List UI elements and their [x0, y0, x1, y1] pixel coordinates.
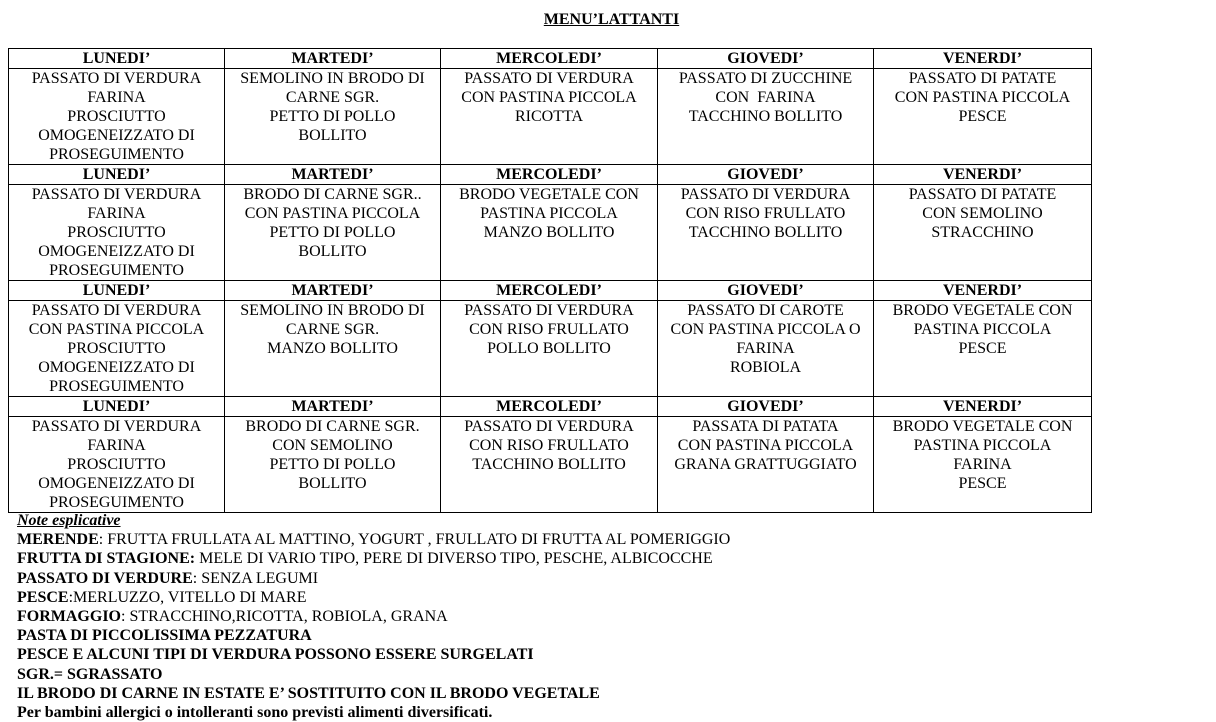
- meal-line: BRODO VEGETALE CON: [892, 418, 1073, 435]
- page-title: MENU’LATTANTI: [543, 11, 680, 28]
- note-line: [17, 607, 1207, 626]
- meal-cell: [225, 301, 441, 397]
- meal-line: RICOTTA: [514, 108, 584, 125]
- meal-cell: [658, 417, 874, 513]
- meal-line: PETTO DI POLLO: [269, 224, 396, 241]
- meal-line: BRODO VEGETALE CON: [459, 186, 639, 203]
- note-text: : FRUTTA FRULLATA AL MATTINO, YOGURT , FRULLATO DI FRUTTA AL POMERIGGIO: [98, 531, 731, 549]
- meal-line: CON PASTINA PICCOLA: [894, 89, 1071, 106]
- meal-line: PASSATO DI VERDURA: [31, 186, 202, 203]
- meal-cell: [441, 301, 658, 397]
- meal-line: PETTO DI POLLO: [269, 456, 396, 473]
- day-header: LUNEDI’: [9, 49, 225, 69]
- meal-cell: [874, 185, 1092, 281]
- meal-line: FARINA: [87, 437, 146, 454]
- meal-line: OMOGENEIZZATO DI: [38, 127, 195, 144]
- menu-table: [8, 48, 1092, 513]
- meal-cell: [874, 301, 1092, 397]
- day-header-row: [9, 281, 1092, 301]
- meal-line: PASSATO DI VERDURA: [464, 302, 634, 319]
- meal-row: [9, 417, 1092, 513]
- meal-line: FARINA: [87, 205, 146, 222]
- note-label: PASTA DI PICCOLISSIMA PEZZATURA: [17, 627, 312, 645]
- meal-line: OMOGENEIZZATO DI: [38, 243, 195, 260]
- note-label: FORMAGGIO: [17, 608, 121, 626]
- meal-cell: [9, 417, 225, 513]
- day-header: GIOVEDI’: [658, 165, 874, 185]
- meal-line: SEMOLINO IN BRODO DI: [240, 70, 425, 87]
- note-line: [17, 549, 1207, 568]
- meal-line: PROSCIUTTO: [67, 224, 166, 241]
- meal-cell: [225, 69, 441, 165]
- day-header: VENERDI’: [874, 397, 1092, 417]
- meal-cell: [9, 301, 225, 397]
- meal-line: PROSEGUIMENTO: [49, 494, 184, 511]
- meal-line: BOLLITO: [298, 243, 367, 260]
- note-label: PASSATO DI VERDURE: [17, 569, 193, 587]
- meal-line: PASSATO DI VERDURA: [31, 70, 202, 87]
- day-header: MERCOLEDI’: [441, 281, 658, 301]
- note-line: [17, 569, 1207, 588]
- meal-line: CON RISO FRULLATO: [469, 321, 629, 338]
- meal-line: ROBIOLA: [729, 359, 802, 376]
- explanatory-notes: [17, 511, 1207, 722]
- meal-line: PASSATO DI PATATE: [908, 186, 1057, 203]
- meal-line: PASTINA PICCOLA: [913, 321, 1052, 338]
- meal-line: PROSEGUIMENTO: [49, 378, 184, 395]
- meal-line: FARINA: [736, 340, 795, 357]
- meal-line: BOLLITO: [298, 475, 367, 492]
- note-line: [17, 684, 1207, 703]
- meal-line: FARINA: [87, 89, 146, 106]
- note-label: IL BRODO DI CARNE IN ESTATE E’ SOSTITUITO CON IL BRODO VEGETALE: [17, 684, 600, 702]
- meal-cell: [225, 185, 441, 281]
- meal-row: [9, 301, 1092, 397]
- note-text: : STRACCHINO,RICOTTA, ROBIOLA, GRANA: [121, 608, 448, 626]
- meal-cell: [441, 185, 658, 281]
- meal-line: GRANA GRATTUGGIATO: [674, 456, 857, 473]
- day-header: MARTEDI’: [225, 397, 441, 417]
- meal-line: PASSATO DI VERDURA: [464, 70, 634, 87]
- day-header-row: [9, 165, 1092, 185]
- meal-line: PESCE: [958, 475, 1007, 492]
- meal-line: CON PASTINA PICCOLA O: [670, 321, 861, 338]
- note-line: [17, 645, 1207, 664]
- meal-line: PASSATO DI VERDURA: [31, 418, 202, 435]
- meal-line: TACCHINO BOLLITO: [472, 456, 626, 473]
- meal-line: BOLLITO: [298, 127, 367, 144]
- meal-row: [9, 185, 1092, 281]
- meal-line: CON PASTINA PICCOLA: [244, 205, 421, 222]
- meal-cell: [441, 69, 658, 165]
- meal-cell: [225, 417, 441, 513]
- meal-line: BRODO DI CARNE SGR..: [243, 186, 422, 203]
- day-header: LUNEDI’: [9, 281, 225, 301]
- day-header: LUNEDI’: [9, 165, 225, 185]
- meal-line: PESCE: [958, 340, 1007, 357]
- day-header: GIOVEDI’: [658, 49, 874, 69]
- meal-line: CON PASTINA PICCOLA: [28, 321, 205, 338]
- day-header: MARTEDI’: [225, 281, 441, 301]
- meal-line: TACCHINO BOLLITO: [688, 224, 843, 241]
- meal-line: PASSATO DI PATATE: [908, 70, 1057, 87]
- meal-line: PASTINA PICCOLA: [480, 205, 618, 222]
- note-label: Per bambini allergici o intolleranti sono previsti alimenti diversificati.: [17, 704, 493, 722]
- meal-line: PASSATO DI CAROTE: [687, 302, 844, 319]
- day-header: MARTEDI’: [225, 49, 441, 69]
- day-header: MERCOLEDI’: [441, 165, 658, 185]
- meal-line: CON PASTINA PICCOLA: [461, 89, 637, 106]
- note-line: [17, 703, 1207, 722]
- meal-line: BRODO VEGETALE CON: [892, 302, 1073, 319]
- meal-line: TACCHINO BOLLITO: [688, 108, 843, 125]
- meal-cell: [658, 185, 874, 281]
- day-header: VENERDI’: [874, 165, 1092, 185]
- note-label: FRUTTA DI STAGIONE:: [17, 550, 196, 568]
- note-line: [17, 626, 1207, 645]
- day-header: VENERDI’: [874, 281, 1092, 301]
- meal-line: PASSATO DI ZUCCHINE: [678, 70, 853, 87]
- meal-line: PASSATA DI PATATA: [692, 418, 839, 435]
- meal-line: CARNE SGR.: [285, 89, 380, 106]
- meal-line: OMOGENEIZZATO DI: [38, 475, 195, 492]
- day-header-row: [9, 397, 1092, 417]
- note-label: PESCE E ALCUNI TIPI DI VERDURA POSSONO ESSERE SURGELATI: [17, 646, 534, 664]
- meal-line: CON RISO FRULLATO: [469, 437, 629, 454]
- meal-line: PROSCIUTTO: [67, 108, 166, 125]
- meal-line: PETTO DI POLLO: [269, 108, 396, 125]
- meal-line: PASTINA PICCOLA: [913, 437, 1052, 454]
- day-header: LUNEDI’: [9, 397, 225, 417]
- note-label: SGR.= SGRASSATO: [17, 665, 163, 683]
- note-label: PESCE: [17, 588, 69, 606]
- meal-line: BRODO DI CARNE SGR.: [245, 418, 420, 435]
- meal-line: PROSCIUTTO: [67, 456, 166, 473]
- note-text: : SENZA LEGUMI: [192, 569, 319, 587]
- meal-cell: [9, 185, 225, 281]
- meal-line: CON RISO FRULLATO: [685, 205, 846, 222]
- notes-heading: Note esplicative: [17, 512, 121, 529]
- meal-line: POLLO BOLLITO: [487, 340, 611, 357]
- meal-line: SEMOLINO IN BRODO DI: [240, 302, 425, 319]
- meal-line: PESCE: [958, 108, 1007, 125]
- note-line: [17, 530, 1207, 549]
- meal-cell: [874, 417, 1092, 513]
- day-header: GIOVEDI’: [658, 281, 874, 301]
- meal-row: [9, 69, 1092, 165]
- note-line: [17, 665, 1207, 684]
- meal-cell: [658, 301, 874, 397]
- note-label: MERENDE: [17, 531, 99, 549]
- meal-line: CARNE SGR.: [285, 321, 380, 338]
- meal-line: MANZO BOLLITO: [483, 224, 615, 241]
- meal-line: MANZO BOLLITO: [267, 340, 398, 357]
- day-header: MERCOLEDI’: [441, 397, 658, 417]
- day-header: MERCOLEDI’: [441, 49, 658, 69]
- day-header: GIOVEDI’: [658, 397, 874, 417]
- note-line: [17, 588, 1207, 607]
- day-header-row: [9, 49, 1092, 69]
- note-text: MELE DI VARIO TIPO, PERE DI DIVERSO TIPO, PESCHE, ALBICOCCHE: [195, 550, 713, 568]
- meal-line: PROSEGUIMENTO: [49, 262, 184, 279]
- meal-line: PASSATO DI VERDURA: [31, 302, 202, 319]
- meal-line: PASSATO DI VERDURA: [680, 186, 851, 203]
- meal-cell: [658, 69, 874, 165]
- meal-line: STRACCHINO: [931, 224, 1034, 241]
- meal-line: PASSATO DI VERDURA: [464, 418, 634, 435]
- note-text: :MERLUZZO, VITELLO DI MARE: [68, 588, 307, 606]
- meal-line: CON SEMOLINO: [922, 205, 1043, 222]
- meal-cell: [9, 69, 225, 165]
- meal-cell: [441, 417, 658, 513]
- meal-line: OMOGENEIZZATO DI: [38, 359, 195, 376]
- meal-cell: [874, 69, 1092, 165]
- meal-line: CON SEMOLINO: [272, 437, 393, 454]
- day-header: VENERDI’: [874, 49, 1092, 69]
- day-header: MARTEDI’: [225, 165, 441, 185]
- meal-line: FARINA: [953, 456, 1012, 473]
- meal-line: CON FARINA: [715, 89, 816, 106]
- meal-line: PROSCIUTTO: [67, 340, 166, 357]
- meal-line: PROSEGUIMENTO: [49, 146, 184, 163]
- meal-line: CON PASTINA PICCOLA: [677, 437, 854, 454]
